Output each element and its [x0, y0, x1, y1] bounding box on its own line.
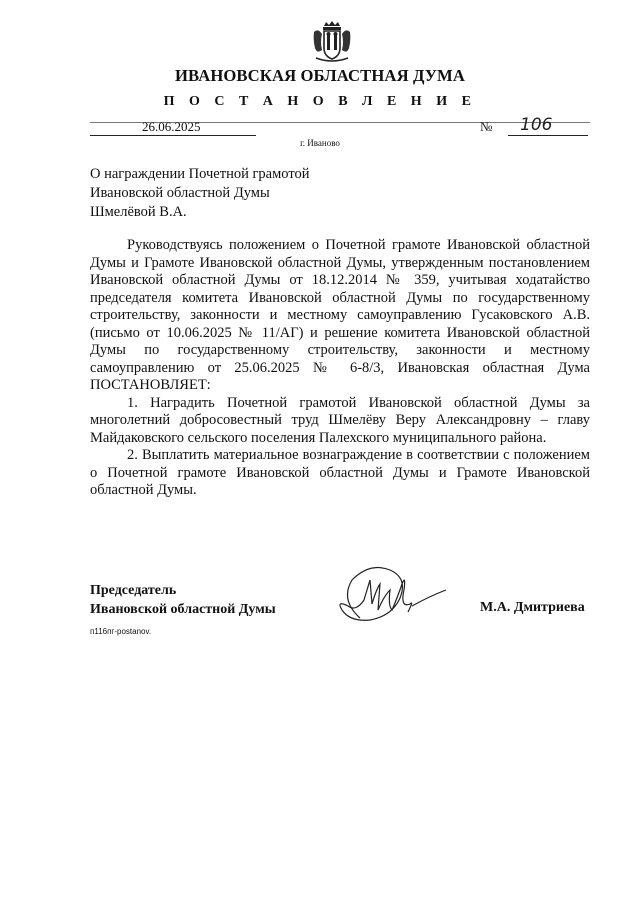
- number-field: [480, 115, 588, 135]
- date-field: [90, 119, 256, 136]
- document-number: 106: [520, 115, 553, 135]
- number-underline: [508, 135, 588, 136]
- coat-of-arms-icon: [312, 20, 352, 64]
- subject-line: О награждении Почетной грамотой: [90, 166, 310, 182]
- document-body: [90, 237, 590, 500]
- resolution-item-1: 1. Наградить Почетной грамотой Ивановской областной Думы за многолетний добросовестный труд Шмелёву Веру Александровну – главу Майдаковского сельского поселения Палехского муниципального района.: [90, 394, 590, 446]
- city: г. Иваново: [300, 138, 340, 148]
- signer-title-line: Ивановской областной Думы: [90, 602, 276, 617]
- subject-line: Шмелёвой В.А.: [90, 204, 187, 220]
- document-type: П О С Т А Н О В Л Е Н И Е: [163, 94, 477, 109]
- signer-name: М.А. Дмитриева: [480, 600, 585, 615]
- signer-title-line: Председатель: [90, 583, 177, 598]
- handwritten-signature-icon: [330, 560, 450, 630]
- number-sign: №: [480, 119, 493, 134]
- file-reference: п116пг-postanov.: [90, 627, 152, 636]
- subject-line: Ивановской областной Думы: [90, 185, 270, 201]
- resolution-item-2: 2. Выплатить материальное вознаграждение в соответствии с положением о Почетной грамоте Ивановской областной Думы и Грамоте Ивановской областной Думы.: [90, 447, 590, 498]
- document-date: 26.06.2025: [142, 119, 201, 134]
- document-subject: [90, 165, 310, 222]
- signer-title: [90, 581, 276, 619]
- preamble-paragraph: Руководствуясь положением о Почетной грамоте Ивановской областной Думы и Грамоте Ивановской областной Думы, утвержденным постановлением Ивановской областной Думы от 18.12.2014 № 359, учитывая ходатайство председателя комитета Ивановской областной Думы по государственному строительству, законности и местному самоуправлению Гусаковского А.В. (письмо от 10.06.2025 № 11/АГ) и решение комитета Ивановской областной Думы по государственному строительству, законности и местному самоуправлению от 25.06.2025 № 6-8/3, Ивановская областная Дума ПОСТАНОВЛЯЕТ:: [90, 237, 590, 393]
- organization-title: ИВАНОВСКАЯ ОБЛАСТНАЯ ДУМА: [174, 66, 466, 85]
